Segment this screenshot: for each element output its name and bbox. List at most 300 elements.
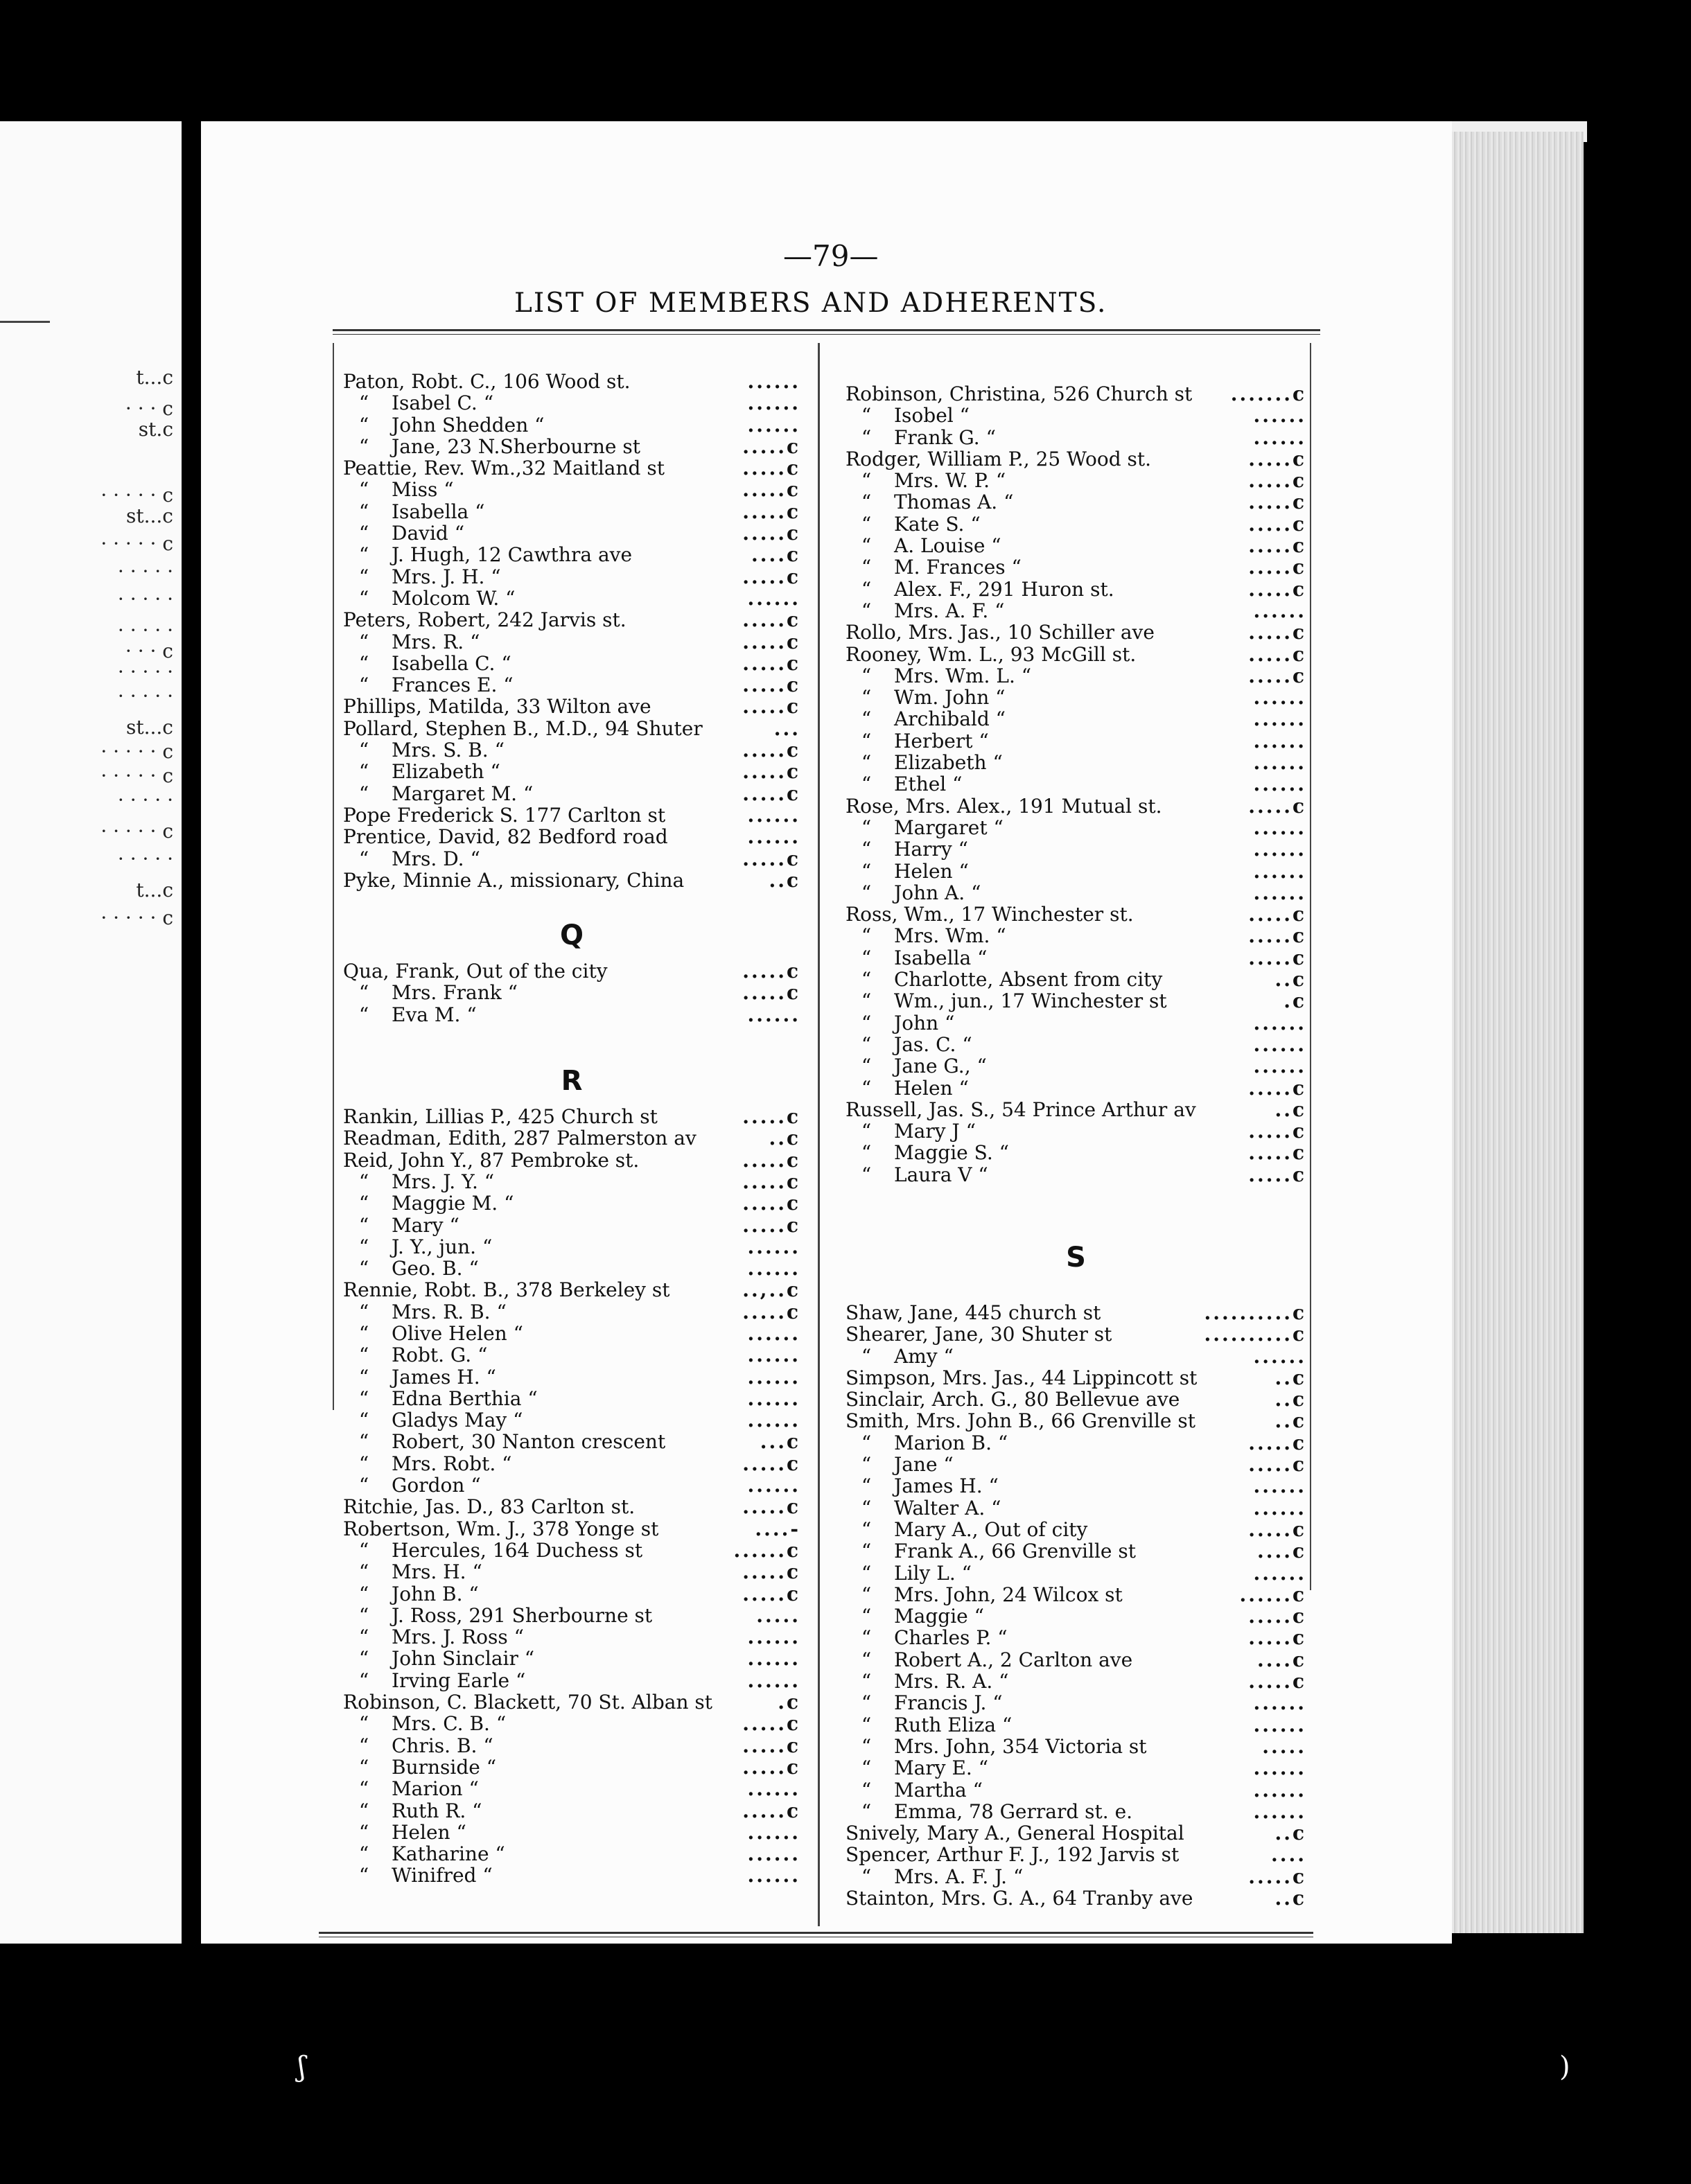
entry-leader: ..,..c bbox=[742, 1278, 800, 1302]
list-entry bbox=[343, 392, 800, 414]
list-entry bbox=[846, 556, 1306, 578]
entry-leader: .....c bbox=[742, 782, 800, 805]
ditto-mark: “ bbox=[861, 751, 872, 775]
entry-text: Mary “ bbox=[392, 1213, 459, 1237]
list-entry bbox=[846, 1164, 1306, 1186]
ditto-mark: “ bbox=[861, 1583, 872, 1606]
list-entry bbox=[343, 631, 800, 653]
entry-leader: ..c bbox=[1274, 1887, 1306, 1910]
entry-leader: ...... bbox=[747, 1003, 800, 1026]
ditto-mark: “ bbox=[861, 664, 872, 687]
entry-leader: ..........c bbox=[1204, 1301, 1306, 1324]
list-entry bbox=[846, 1540, 1306, 1562]
ditto-mark: “ bbox=[861, 512, 872, 536]
entry-text: J. Ross, 291 Sherbourne st bbox=[392, 1603, 653, 1627]
entry-leader: .....c bbox=[742, 1170, 800, 1193]
ditto-mark: “ bbox=[861, 1163, 872, 1186]
entry-leader: .....c bbox=[742, 608, 800, 632]
ditto-mark: “ bbox=[358, 1560, 369, 1584]
entry-text: Maggie S. “ bbox=[894, 1141, 1009, 1165]
list-entry bbox=[343, 609, 800, 631]
entry-text: Wm., jun., 17 Winchester st bbox=[894, 989, 1167, 1013]
list-entry bbox=[846, 1055, 1306, 1077]
entry-leader: ..........c bbox=[1204, 1323, 1306, 1346]
list-entry bbox=[846, 1432, 1306, 1454]
right-margin-rule bbox=[1310, 343, 1311, 1590]
list-entry bbox=[846, 622, 1306, 643]
facing-page-fragment: · · · · · c bbox=[100, 740, 173, 763]
entry-text: Robinson, Christina, 526 Church st bbox=[846, 382, 1193, 405]
ditto-mark: “ bbox=[358, 1170, 369, 1193]
list-entry bbox=[846, 1779, 1306, 1801]
list-entry bbox=[846, 1367, 1306, 1389]
ditto-mark: “ bbox=[358, 543, 369, 567]
entry-text: Mary A., Out of city bbox=[894, 1517, 1088, 1541]
entry-leader: ..c bbox=[1274, 1388, 1306, 1411]
entry-leader: .....c bbox=[742, 434, 800, 458]
ditto-mark: “ bbox=[358, 586, 369, 610]
entry-text: David “ bbox=[392, 522, 465, 545]
entry-text: Snively, Mary A., General Hospital bbox=[846, 1822, 1184, 1845]
entry-leader: ...... bbox=[747, 1626, 800, 1649]
list-entry bbox=[846, 1034, 1306, 1055]
list-entry bbox=[343, 848, 800, 870]
facing-page-fragment: · · · · · bbox=[117, 588, 173, 610]
list-entry bbox=[343, 1583, 800, 1605]
entry-leader: .....c bbox=[742, 457, 800, 480]
ditto-mark: “ bbox=[358, 1712, 369, 1736]
entry-text: Alex. F., 291 Huron st. bbox=[894, 577, 1114, 601]
ditto-mark: “ bbox=[861, 729, 872, 752]
group-p bbox=[343, 371, 800, 891]
entry-leader: ...... bbox=[1253, 1713, 1306, 1736]
entry-leader: ...... bbox=[1253, 1344, 1306, 1368]
entry-text: Helen “ bbox=[392, 1820, 466, 1844]
entry-text: Herbert “ bbox=[894, 729, 989, 752]
list-entry bbox=[846, 1302, 1306, 1323]
list-entry bbox=[846, 1410, 1306, 1432]
entry-text: Chris. B. “ bbox=[392, 1734, 493, 1757]
list-entry bbox=[343, 414, 800, 436]
entry-leader: ...... bbox=[1253, 404, 1306, 428]
entry-text: Archibald “ bbox=[894, 707, 1006, 731]
entry-leader: ...... bbox=[1253, 1011, 1306, 1034]
entry-leader: ...... bbox=[747, 1668, 800, 1692]
bottom-rule bbox=[319, 1932, 1313, 1934]
list-entry bbox=[343, 1518, 800, 1540]
entry-leader: ...... bbox=[1253, 881, 1306, 904]
facing-page-fragment: · · · · · c bbox=[100, 484, 173, 507]
list-entry bbox=[343, 436, 800, 457]
entry-leader: .....c bbox=[742, 673, 800, 697]
list-entry bbox=[846, 1142, 1306, 1163]
ditto-mark: “ bbox=[861, 556, 872, 579]
entry-text: Isobel “ bbox=[894, 404, 970, 428]
entry-text: Jane “ bbox=[894, 1453, 954, 1477]
list-entry bbox=[846, 1822, 1306, 1844]
entry-text: Martha “ bbox=[894, 1778, 983, 1802]
entry-text: Spencer, Arthur F. J., 192 Jarvis st bbox=[846, 1843, 1180, 1867]
entry-leader: .....c bbox=[742, 651, 800, 675]
entry-text: Mrs. H. “ bbox=[392, 1560, 482, 1584]
list-entry bbox=[846, 838, 1306, 860]
entry-text: John B. “ bbox=[392, 1582, 479, 1605]
entry-leader: .c bbox=[1283, 989, 1306, 1013]
entry-leader: ...... bbox=[747, 1842, 800, 1866]
list-entry bbox=[343, 1626, 800, 1648]
facing-page-fragment: t...c bbox=[136, 879, 173, 901]
entry-leader: .....c bbox=[1248, 1431, 1306, 1454]
entry-leader: ..c bbox=[769, 868, 800, 892]
list-entry bbox=[343, 1344, 800, 1366]
facing-page-fragment: st...c bbox=[125, 504, 173, 527]
ditto-mark: “ bbox=[358, 981, 369, 1005]
ditto-mark: “ bbox=[861, 469, 872, 493]
facing-page-fragment: · · · · · bbox=[117, 560, 173, 583]
ditto-mark: “ bbox=[861, 599, 872, 622]
entry-leader: ..... bbox=[756, 1603, 800, 1627]
column-right bbox=[846, 383, 1306, 1909]
entry-text: Peters, Robert, 242 Jarvis st. bbox=[343, 608, 627, 632]
list-entry bbox=[343, 1323, 800, 1344]
entry-leader: .....c bbox=[742, 500, 800, 523]
entry-leader: ...... bbox=[747, 1344, 800, 1367]
entry-text: Robert A., 2 Carlton ave bbox=[894, 1648, 1133, 1671]
entry-text: Simpson, Mrs. Jas., 44 Lippincott st bbox=[846, 1366, 1198, 1389]
entry-leader: ... bbox=[773, 716, 800, 740]
list-entry bbox=[846, 1844, 1306, 1865]
entry-text: Charlotte, Absent from city bbox=[894, 968, 1163, 992]
entry-leader: .....c bbox=[1248, 794, 1306, 818]
ditto-mark: “ bbox=[358, 391, 369, 415]
entry-leader: ......c bbox=[1239, 1583, 1306, 1606]
entry-text: Isabella “ bbox=[894, 946, 988, 969]
entry-leader: .....c bbox=[1248, 946, 1306, 969]
entry-text: Mrs. J. Ross “ bbox=[392, 1626, 524, 1649]
list-entry bbox=[343, 1258, 800, 1279]
entry-leader: .....c bbox=[742, 630, 800, 653]
entry-text: Rankin, Lillias P., 425 Church st bbox=[343, 1105, 658, 1129]
entry-text: Ross, Wm., 17 Winchester st. bbox=[846, 903, 1134, 926]
entry-leader: .c bbox=[778, 1691, 800, 1714]
entry-text: Paton, Robt. C., 106 Wood st. bbox=[343, 370, 631, 393]
list-entry bbox=[343, 653, 800, 674]
list-entry bbox=[343, 1865, 800, 1886]
ditto-mark: “ bbox=[861, 707, 872, 731]
ditto-mark: “ bbox=[358, 478, 369, 502]
left-margin-rule bbox=[333, 343, 334, 1410]
list-entry bbox=[343, 1843, 800, 1865]
entry-text: Geo. B. “ bbox=[392, 1257, 479, 1280]
page-number: —79— bbox=[783, 239, 879, 273]
entry-text: Mrs. J. H. “ bbox=[392, 565, 501, 588]
list-entry bbox=[343, 1150, 800, 1171]
entry-leader: ...... bbox=[1253, 1496, 1306, 1520]
entry-text: Margaret M. “ bbox=[392, 782, 534, 805]
list-entry bbox=[846, 1714, 1306, 1736]
entry-text: Robt. G. “ bbox=[392, 1344, 488, 1367]
ditto-mark: “ bbox=[358, 1755, 369, 1779]
entry-leader: ...... bbox=[1253, 1561, 1306, 1585]
list-entry bbox=[343, 1453, 800, 1474]
list-entry bbox=[343, 1236, 800, 1258]
ditto-mark: “ bbox=[358, 1538, 369, 1562]
ditto-mark: “ bbox=[358, 1452, 369, 1475]
ditto-mark: “ bbox=[358, 760, 369, 784]
entry-leader: ...... bbox=[1253, 686, 1306, 710]
facing-page-rule bbox=[0, 321, 50, 323]
entry-leader: ...... bbox=[1253, 859, 1306, 883]
ditto-mark: “ bbox=[861, 924, 872, 948]
entry-leader: .....c bbox=[1248, 577, 1306, 601]
ditto-mark: “ bbox=[861, 1474, 872, 1498]
list-entry bbox=[846, 600, 1306, 622]
entry-text: Isabella C. “ bbox=[392, 651, 511, 675]
list-entry bbox=[846, 1887, 1306, 1909]
ditto-mark: “ bbox=[358, 651, 369, 675]
entry-leader: ...... bbox=[1253, 1756, 1306, 1780]
list-entry bbox=[343, 1215, 800, 1236]
entry-leader: .....c bbox=[742, 695, 800, 719]
ditto-mark: “ bbox=[358, 1842, 369, 1866]
list-entry bbox=[343, 1496, 800, 1517]
ditto-mark: “ bbox=[358, 1474, 369, 1497]
entry-text: Mrs. S. B. “ bbox=[392, 739, 505, 762]
list-entry bbox=[343, 501, 800, 522]
entry-text: Frank A., 66 Grenville st bbox=[894, 1540, 1136, 1563]
entry-leader: ...... bbox=[747, 1820, 800, 1844]
ditto-mark: “ bbox=[358, 1409, 369, 1432]
list-entry bbox=[846, 817, 1306, 838]
facing-page-fragment: · · · · · c bbox=[100, 906, 173, 929]
list-entry bbox=[846, 1671, 1306, 1692]
list-entry bbox=[343, 1778, 800, 1799]
entry-text: Sinclair, Arch. G., 80 Bellevue ave bbox=[846, 1388, 1180, 1411]
entry-leader: ....c bbox=[1256, 1540, 1306, 1563]
entry-leader: ...... bbox=[1253, 816, 1306, 839]
ditto-mark: “ bbox=[861, 1734, 872, 1758]
list-entry bbox=[846, 1120, 1306, 1142]
list-entry bbox=[343, 1822, 800, 1843]
facing-page bbox=[0, 121, 182, 1944]
entry-text: M. Frances “ bbox=[894, 556, 1022, 579]
list-entry bbox=[846, 1562, 1306, 1584]
list-entry bbox=[343, 1735, 800, 1756]
list-entry bbox=[846, 1077, 1306, 1099]
ditto-mark: “ bbox=[358, 1386, 369, 1410]
entry-leader: ...... bbox=[747, 1409, 800, 1432]
entry-leader: .....c bbox=[742, 739, 800, 762]
entry-text: Katharine “ bbox=[392, 1842, 505, 1866]
list-entry bbox=[343, 982, 800, 1003]
entry-text: Mrs. D. “ bbox=[392, 847, 480, 870]
entry-text: Isabella “ bbox=[392, 500, 485, 523]
ditto-mark: “ bbox=[358, 1626, 369, 1649]
entry-text: Peattie, Rev. Wm.,32 Maitland st bbox=[343, 457, 665, 480]
entry-leader: .....c bbox=[742, 1495, 800, 1519]
ditto-mark: “ bbox=[861, 1561, 872, 1585]
entry-text: Burnside “ bbox=[392, 1755, 497, 1779]
list-entry bbox=[846, 644, 1306, 665]
ditto-mark: “ bbox=[861, 577, 872, 601]
list-entry bbox=[343, 783, 800, 804]
entry-text: Stainton, Mrs. G. A., 64 Tranby ave bbox=[846, 1887, 1193, 1910]
ditto-mark: “ bbox=[358, 847, 369, 870]
list-entry bbox=[846, 1475, 1306, 1497]
column-divider bbox=[818, 343, 820, 1926]
ditto-mark: “ bbox=[358, 500, 369, 523]
entry-leader: .....c bbox=[742, 1148, 800, 1172]
facing-page-fragment: · · · · · c bbox=[100, 820, 173, 843]
entry-text: Miss “ bbox=[392, 478, 454, 502]
list-entry bbox=[846, 1454, 1306, 1475]
entry-leader: ...... bbox=[747, 825, 800, 849]
list-entry bbox=[846, 470, 1306, 491]
facing-page-fragment: st.c bbox=[138, 418, 173, 441]
entry-leader: .....c bbox=[1248, 903, 1306, 926]
ditto-mark: “ bbox=[861, 1431, 872, 1454]
entry-leader: ..c bbox=[1274, 1409, 1306, 1433]
list-entry bbox=[846, 1389, 1306, 1410]
group-r bbox=[343, 1106, 800, 1887]
entry-leader: .....c bbox=[1248, 1076, 1306, 1100]
ditto-mark: “ bbox=[861, 859, 872, 883]
entry-text: Shearer, Jane, 30 Shuter st bbox=[846, 1323, 1112, 1346]
list-entry bbox=[343, 1648, 800, 1669]
list-entry bbox=[343, 761, 800, 782]
entry-leader: ...... bbox=[1253, 1799, 1306, 1823]
ditto-mark: “ bbox=[358, 1603, 369, 1627]
entry-leader: .....c bbox=[742, 478, 800, 502]
entry-text: Jane, 23 N.Sherbourne st bbox=[392, 434, 640, 458]
entry-leader: ...... bbox=[747, 803, 800, 827]
ditto-mark: “ bbox=[358, 1235, 369, 1258]
entry-text: Harry “ bbox=[894, 838, 968, 861]
ditto-mark: “ bbox=[861, 816, 872, 839]
entry-text: Maggie “ bbox=[894, 1605, 984, 1628]
entry-leader: ..... bbox=[1262, 1734, 1306, 1758]
list-entry bbox=[846, 1584, 1306, 1605]
entry-text: Mary E. “ bbox=[894, 1756, 989, 1780]
entry-leader: .....c bbox=[1248, 556, 1306, 579]
entry-leader: .....c bbox=[742, 1582, 800, 1605]
entry-text: Phillips, Matilda, 33 Wilton ave bbox=[343, 695, 651, 719]
entry-text: Eva M. “ bbox=[392, 1003, 477, 1026]
entry-text: Robert, 30 Nanton crescent bbox=[392, 1430, 666, 1454]
list-entry bbox=[846, 1692, 1306, 1714]
entry-text: Readman, Edith, 287 Palmerston av bbox=[343, 1127, 696, 1150]
entry-text: Marion “ bbox=[392, 1777, 479, 1801]
entry-text: Robertson, Wm. J., 378 Yonge st bbox=[343, 1517, 659, 1540]
ditto-mark: “ bbox=[861, 686, 872, 710]
entry-leader: ...... bbox=[747, 413, 800, 437]
ditto-mark: “ bbox=[358, 782, 369, 805]
entry-leader: ...... bbox=[747, 1257, 800, 1280]
entry-text: Mrs. J. Y. “ bbox=[392, 1170, 495, 1193]
list-entry bbox=[846, 1346, 1306, 1367]
list-entry bbox=[343, 1670, 800, 1691]
entry-leader: .....c bbox=[1248, 1141, 1306, 1165]
group-s bbox=[846, 1302, 1306, 1909]
entry-text: Winifred “ bbox=[392, 1864, 493, 1887]
entry-leader: .....c bbox=[742, 1452, 800, 1475]
entry-leader: ...... bbox=[747, 1235, 800, 1258]
entry-text: Robinson, C. Blackett, 70 St. Alban st bbox=[343, 1691, 712, 1714]
ditto-mark: “ bbox=[861, 404, 872, 428]
entry-leader: ....c bbox=[1256, 1648, 1306, 1671]
top-rule bbox=[333, 329, 1320, 331]
list-entry bbox=[343, 588, 800, 609]
list-entry bbox=[343, 1366, 800, 1388]
entry-leader: .....c bbox=[742, 1755, 800, 1779]
entry-leader: ...... bbox=[747, 370, 800, 393]
entry-text: John Sinclair “ bbox=[392, 1647, 535, 1671]
list-entry bbox=[343, 1605, 800, 1626]
ditto-mark: “ bbox=[861, 1344, 872, 1368]
entry-text: Rennie, Robt. B., 378 Berkeley st bbox=[343, 1278, 670, 1302]
entry-text: Qua, Frank, Out of the city bbox=[343, 960, 608, 983]
entry-text: Pyke, Minnie A., missionary, China bbox=[343, 868, 685, 892]
entry-text: Rodger, William P., 25 Wood st. bbox=[846, 447, 1152, 470]
entry-leader: ..c bbox=[769, 1127, 800, 1150]
ditto-mark: “ bbox=[861, 1605, 872, 1628]
entry-text: Mrs. A. F. “ bbox=[894, 599, 1005, 622]
entry-leader: ...... bbox=[1253, 425, 1306, 449]
entry-leader: .....c bbox=[742, 847, 800, 870]
list-entry bbox=[846, 730, 1306, 752]
entry-leader: ...... bbox=[1253, 729, 1306, 752]
entry-leader: .....c bbox=[742, 1734, 800, 1757]
ditto-mark: “ bbox=[861, 534, 872, 558]
entry-leader: ...... bbox=[1253, 1032, 1306, 1056]
entry-text: Rooney, Wm. L., 93 McGill st. bbox=[846, 642, 1137, 666]
entry-leader: ...... bbox=[1253, 773, 1306, 796]
ditto-mark: “ bbox=[358, 1257, 369, 1280]
list-entry bbox=[846, 752, 1306, 773]
list-entry bbox=[846, 1323, 1306, 1345]
facing-page-fragment: · · · · · bbox=[117, 660, 173, 683]
list-entry bbox=[343, 1800, 800, 1822]
list-entry bbox=[343, 1474, 800, 1496]
column-left bbox=[343, 371, 800, 1887]
list-entry bbox=[343, 1171, 800, 1192]
entry-leader: .......c bbox=[1230, 382, 1306, 405]
entry-text: Kate S. “ bbox=[894, 512, 981, 536]
ditto-mark: “ bbox=[861, 1648, 872, 1671]
ditto-mark: “ bbox=[358, 1864, 369, 1887]
entry-leader: .....c bbox=[742, 1712, 800, 1736]
top-rule-thin bbox=[333, 334, 1320, 335]
list-entry bbox=[343, 566, 800, 588]
list-entry bbox=[846, 1736, 1306, 1757]
ditto-mark: “ bbox=[861, 1076, 872, 1100]
ditto-mark: “ bbox=[861, 1756, 872, 1780]
list-entry bbox=[846, 925, 1306, 946]
entry-leader: ...... bbox=[1253, 707, 1306, 731]
entry-leader: ...... bbox=[747, 1474, 800, 1497]
entry-text: Elizabeth “ bbox=[392, 760, 500, 784]
entry-leader: .....c bbox=[1248, 924, 1306, 948]
entry-leader: ....c bbox=[751, 543, 800, 567]
entry-text: Emma, 78 Gerrard st. e. bbox=[894, 1799, 1133, 1823]
entry-text: Olive Helen “ bbox=[392, 1321, 523, 1345]
facing-page-fragment: · · · · · c bbox=[100, 764, 173, 787]
entry-leader: ...... bbox=[1253, 599, 1306, 622]
entry-leader: .....c bbox=[1248, 512, 1306, 536]
entry-text: Charles P. “ bbox=[894, 1626, 1008, 1650]
list-entry bbox=[846, 535, 1306, 556]
entry-leader: ...... bbox=[1253, 838, 1306, 861]
